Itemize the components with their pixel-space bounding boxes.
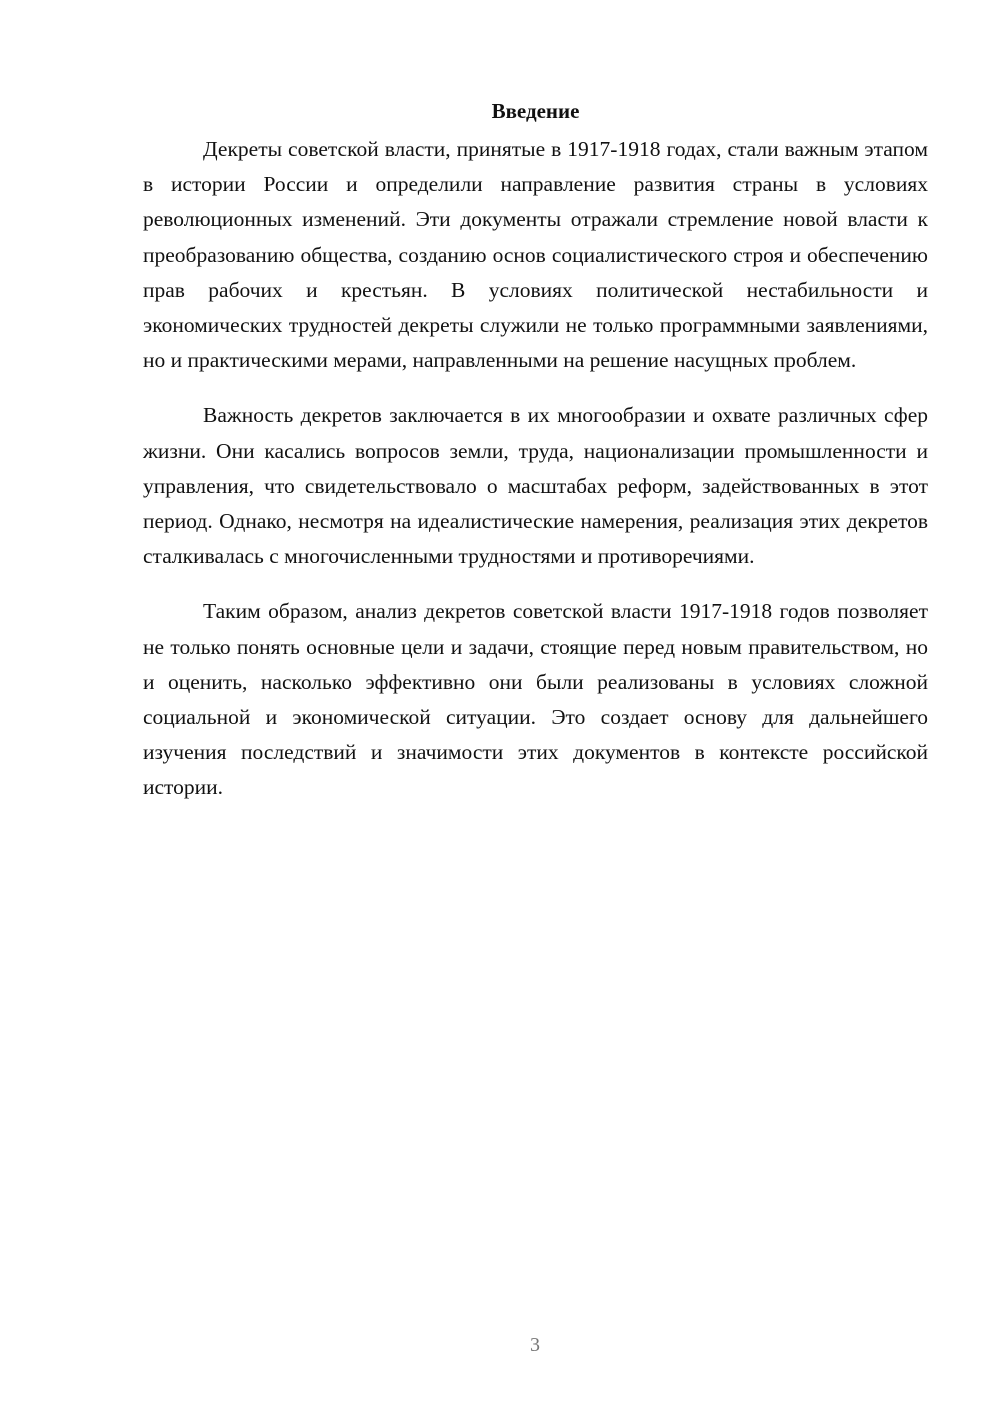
- page-number: 3: [530, 1334, 540, 1356]
- page-content: [143, 96, 928, 826]
- paragraph-3: Таким образом, анализ декретов советской власти 1917-1918 годов позволяет не только понять основные цели и задачи, стоящие перед новым правительством, но и оценить, насколько эффективно они были реализованы в условиях сложной социальной и экономической ситуации. Это создает основу для дальнейшего изучения последствий и значимости этих документов в контексте российской истории.: [143, 599, 928, 800]
- section-title: Введение: [491, 99, 580, 123]
- paragraph-2: Важность декретов заключается в их многообразии и охвате различных сфер жизни. Они касались вопросов земли, труда, национализации промышленности и управления, что свидетельствовало о масштабах реформ, задействованных в этот период. Однако, несмотря на идеалистические намерения, реализация этих декретов сталкивалась с многочисленными трудностями и противоречиями.: [143, 403, 928, 569]
- paragraph-1: Декреты советской власти, принятые в 1917-1918 годах, стали важным этапом в истории России и определили направление развития страны в условиях революционных изменений. Эти документы отражали стремление новой власти к преобразованию общества, созданию основ социалистического строя и обеспечению прав рабочих и крестьян. В условиях политической нестабильности и экономических трудностей декреты служили не только программными заявлениями, но и практическими мерами, направленными на решение насущных проблем.: [143, 137, 928, 373]
